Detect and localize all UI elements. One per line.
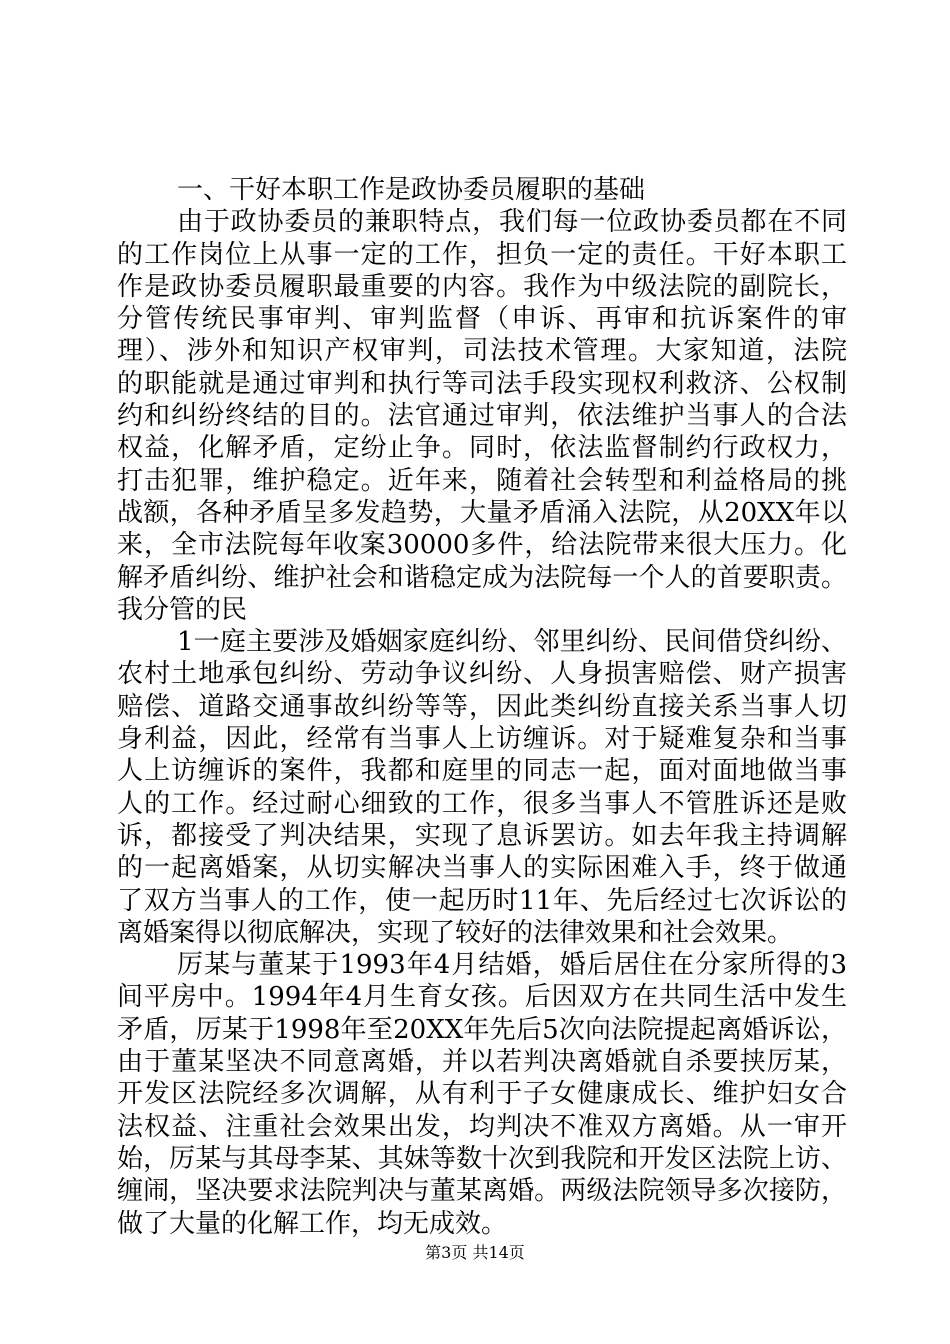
text-line: 权益，化解矛盾，定纷止争。同时，依法监督制约行政权力，	[117, 433, 847, 464]
paragraph	[117, 949, 847, 1240]
text-line: 人的工作。经过耐心细致的工作，很多当事人不管胜诉还是败	[117, 788, 847, 819]
text-line: 农村土地承包纠纷、劳动争议纠纷、人身损害赔偿、财产损害	[117, 659, 847, 690]
paragraph	[117, 626, 847, 949]
text-line: 作是政协委员履职最重要的内容。我作为中级法院的副院长，	[117, 271, 847, 302]
text-line: 解矛盾纠纷、维护社会和谐稳定成为法院每一个人的首要职责。	[117, 562, 847, 593]
text-line: 战额，各种矛盾呈多发趋势，大量矛盾涌入法院，从20XX年以	[117, 497, 847, 528]
text-line: 由于政协委员的兼职特点，我们每一位政协委员都在不同	[177, 207, 847, 238]
text-line: 缠闹，坚决要求法院判决与董某离婚。两级法院领导多次接防，	[117, 1176, 847, 1207]
text-line: 1一庭主要涉及婚姻家庭纠纷、邻里纠纷、民间借贷纠纷、	[177, 627, 847, 658]
text-line: 厉某与董某于1993年4月结婚，婚后居住在分家所得的3	[177, 950, 847, 981]
text-line: 的一起离婚案，从切实解决当事人的实际困难入手，终于做通	[117, 853, 847, 884]
text-line: 分管传统民事审判、审判监督（申诉、再审和抗诉案件的审	[117, 304, 847, 335]
text-line: 间平房中。1994年4月生育女孩。后因双方在共同生活中发生	[117, 982, 847, 1013]
text-line: 赔偿、道路交通事故纠纷等等，因此类纠纷直接关系当事人切	[117, 691, 847, 722]
text-line: 诉，都接受了判决结果，实现了息诉罢访。如去年我主持调解	[117, 820, 847, 851]
text-line: 来，全市法院每年收案30000多件，给法院带来很大压力。化	[117, 530, 847, 561]
text-line: 做了大量的化解工作，均无成效。	[117, 1208, 508, 1239]
paragraph	[117, 206, 847, 626]
text-line: 法权益、注重社会效果出发，均判决不准双方离婚。从一审开	[117, 1111, 847, 1142]
text-line: 始，厉某与其母李某、其妹等数十次到我院和开发区法院上访、	[117, 1143, 847, 1174]
text-line: 的工作岗位上从事一定的工作，担负一定的责任。干好本职工	[117, 239, 847, 270]
section-heading	[117, 174, 847, 206]
text-line: 我分管的民	[117, 594, 248, 625]
text-line: 开发区法院经多次调解，从有利于子女健康成长、维护妇女合	[117, 1079, 847, 1110]
text-line: 理）、涉外和知识产权审判，司法技术管理。大家知道，法院	[117, 336, 847, 367]
text-line: 一、干好本职工作是政协委员履职的基础	[177, 175, 646, 205]
page-number: 第3页 共14页	[425, 1243, 525, 1262]
text-line: 的职能就是通过审判和执行等司法手段实现权利救济、公权制	[117, 368, 847, 399]
text-line: 矛盾，厉某于1998年至20XX年先后5次向法院提起离婚诉讼，	[117, 1014, 847, 1045]
text-line: 离婚案得以彻底解决，实现了较好的法律效果和社会效果。	[117, 917, 794, 948]
text-line: 由于董某坚决不同意离婚，并以若判决离婚就自杀要挟厉某，	[117, 1047, 847, 1078]
text-line: 人上访缠诉的案件，我都和庭里的同志一起，面对面地做当事	[117, 756, 847, 787]
text-line: 身利益，因此，经常有当事人上访缠诉。对于疑难复杂和当事	[117, 724, 847, 755]
text-line: 打击犯罪，维护稳定。近年来，随着社会转型和利益格局的挑	[117, 465, 847, 496]
text-line: 了双方当事人的工作，使一起历时11年、先后经过七次诉讼的	[117, 885, 847, 916]
document-body	[117, 174, 847, 1240]
text-line: 约和纠纷终结的目的。法官通过审判，依法维护当事人的合法	[117, 401, 847, 432]
